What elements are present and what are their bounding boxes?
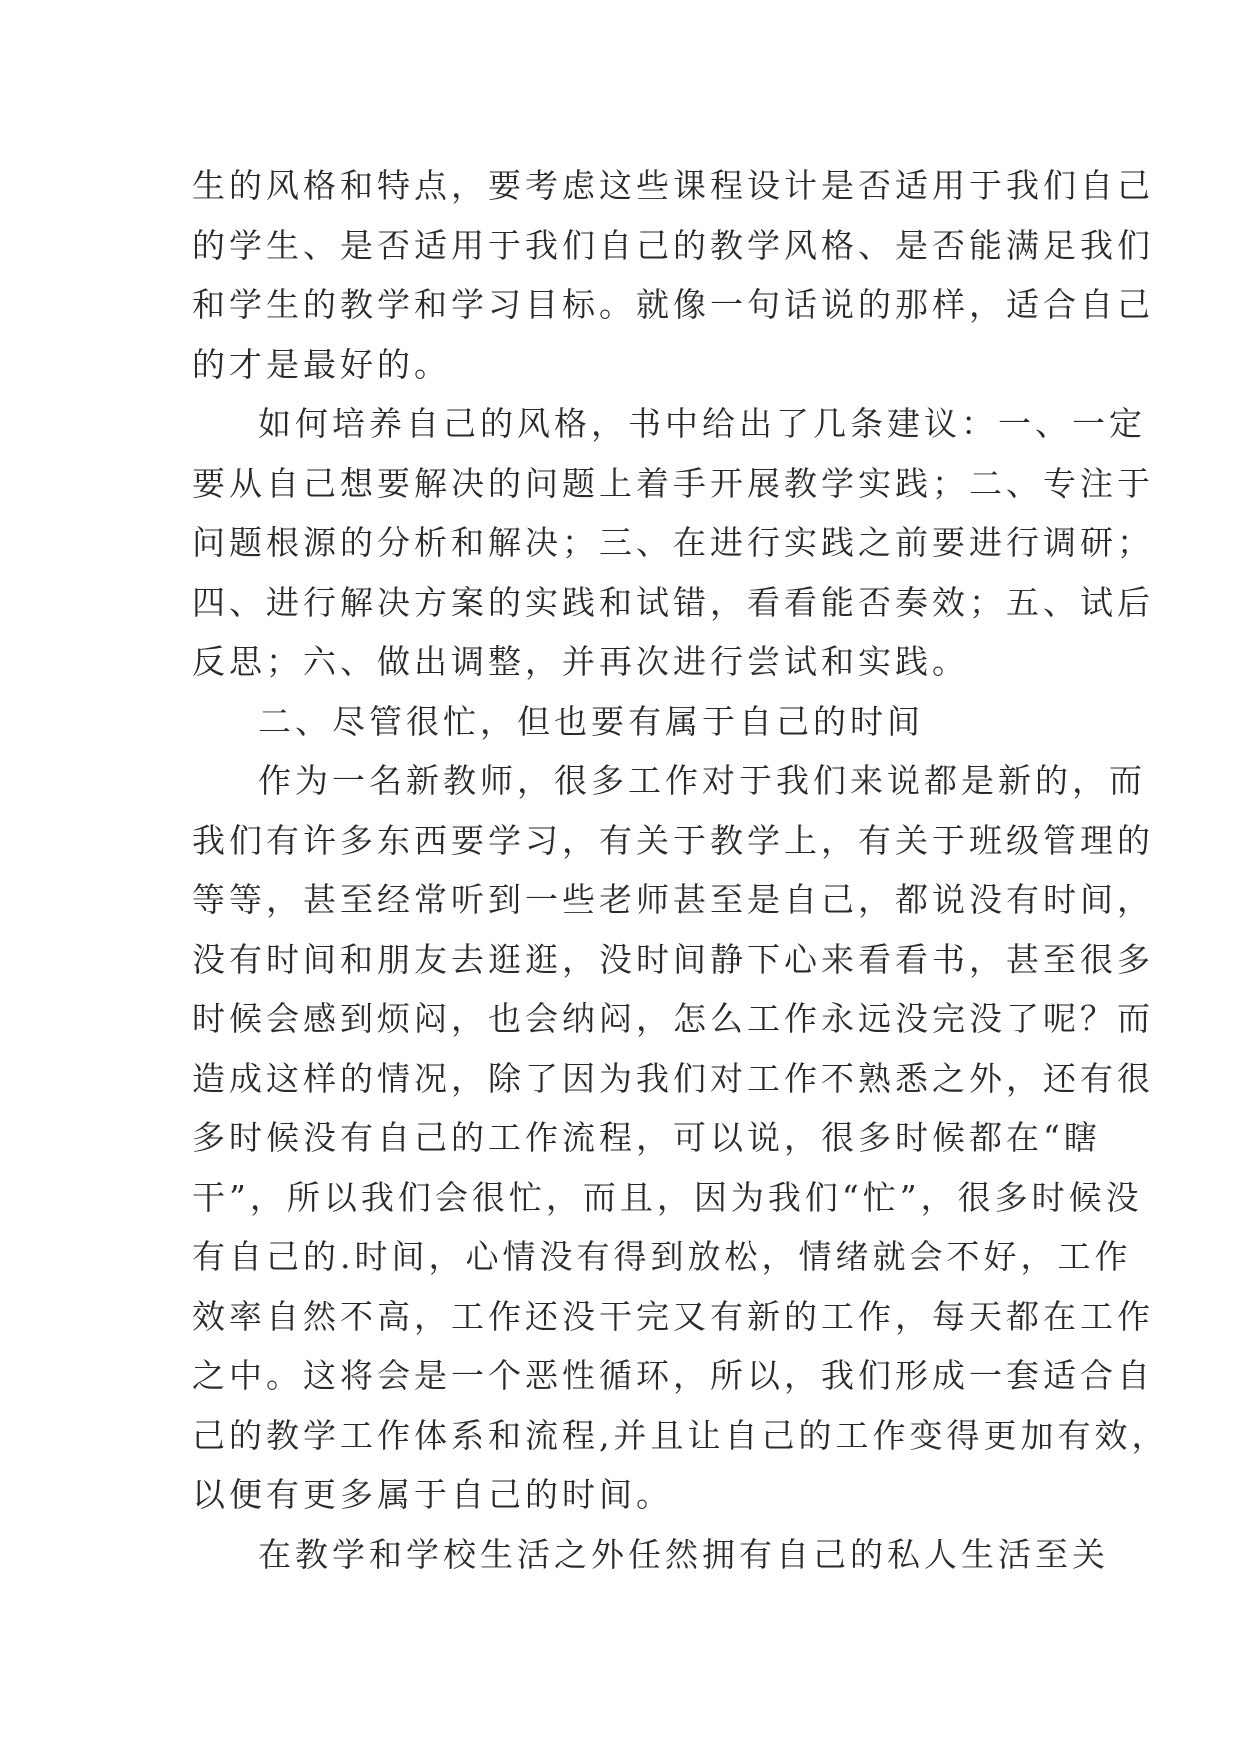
text-line: 以便有更多属于自己的时间。	[192, 1475, 673, 1514]
text-line: 多时候没有自己的工作流程，可以说，很多时候都在“瞎	[192, 1118, 1101, 1157]
text-line: 四、进行解决方案的实践和试错，看看能否奏效；五、试后	[192, 582, 1154, 622]
text-line: 的学生、是否适用于我们自己的教学风格、是否能满足我们	[192, 225, 1154, 265]
section-heading: 二、尽管很忙，但也要有属于自己的时间	[258, 701, 924, 741]
text-line: 没有时间和朋友去逛逛，没时间静下心来看看书，甚至很多	[192, 939, 1154, 979]
text-line: 等等，甚至经常听到一些老师甚至是自己，都说没有时间，	[192, 880, 1154, 919]
text-line: 我们有许多东西要学习，有关于教学上，有关于班级管理的	[192, 820, 1154, 860]
text-line: 要从自己想要解决的问题上着手开展教学实践；二、专注于	[192, 463, 1154, 503]
text-line: 干”，所以我们会很忙，而且，因为我们“忙”，很多时候没	[192, 1177, 1143, 1217]
text-line: 反思；六、做出调整，并再次进行尝试和实践。	[192, 642, 969, 681]
text-line: 之中。这将会是一个恶性循环，所以，我们形成一套适合自	[192, 1356, 1154, 1395]
text-line: 己的教学工作体系和流程,并且让自己的工作变得更加有效，	[192, 1415, 1169, 1455]
text-line: 造成这样的情况，除了因为我们对工作不熟悉之外，还有很	[192, 1058, 1154, 1098]
text-line: 问题根源的分析和解决；三、在进行实践之前要进行调研；	[192, 523, 1154, 562]
text-line: 和学生的教学和学习目标。就像一句话说的那样，适合自己	[192, 285, 1154, 324]
paragraph-first-line: 如何培养自己的风格，书中给出了几条建议：一、一定	[258, 404, 1146, 443]
text-line: 效率自然不高，工作还没干完又有新的工作，每天都在工作	[192, 1296, 1154, 1336]
paragraph-first-line: 在教学和学校生活之外任然拥有自己的私人生活至关	[258, 1534, 1109, 1574]
text-line: 时候会感到烦闷，也会纳闷，怎么工作永远没完没了呢？而	[192, 999, 1154, 1038]
paragraph-first-line: 作为一名新教师，很多工作对于我们来说都是新的，而	[258, 761, 1146, 800]
text-line: 的才是最好的。	[192, 344, 451, 384]
text-line: 有自己的.时间，心情没有得到放松，情绪就会不好，工作	[192, 1237, 1132, 1276]
text-line: 生的风格和特点，要考虑这些课程设计是否适用于我们自己	[192, 166, 1154, 205]
body-text	[192, 156, 1169, 1584]
